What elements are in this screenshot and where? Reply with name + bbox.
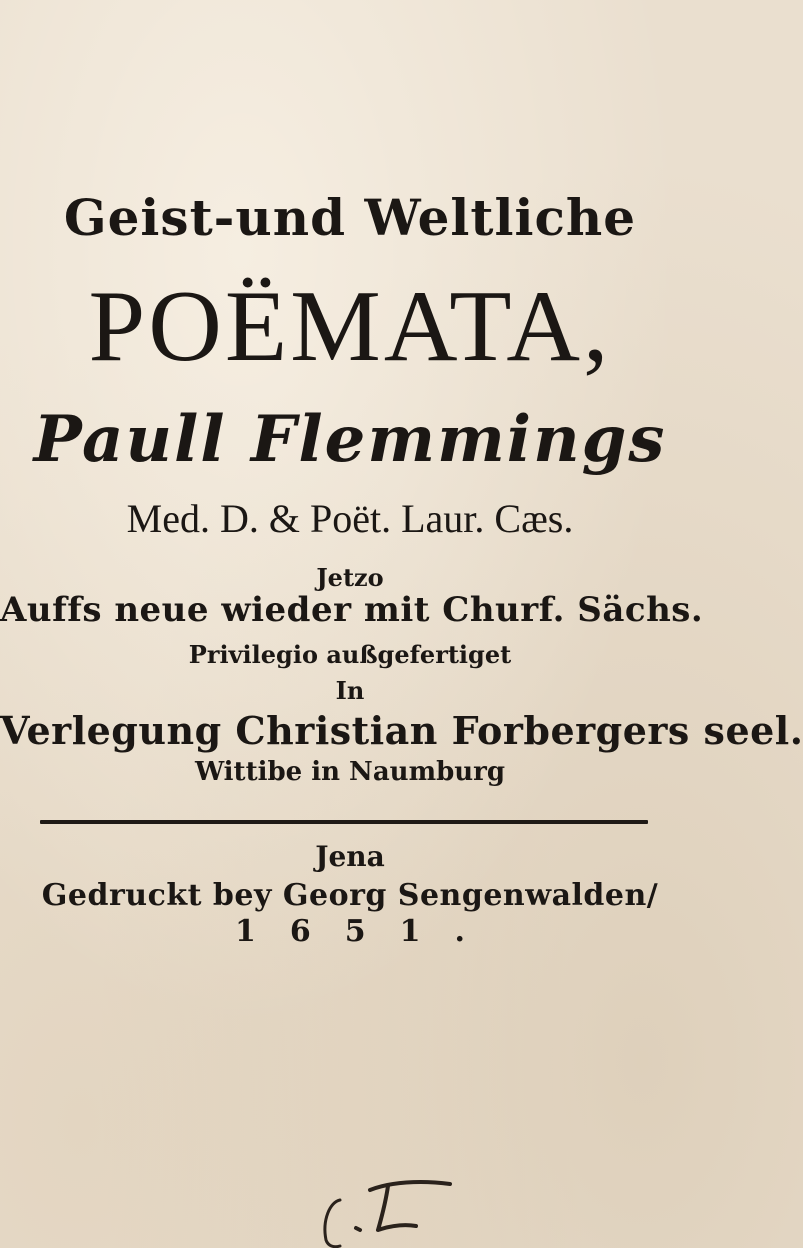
text-jetzo: Jetzo [316,563,384,592]
text-in: In [335,676,365,705]
author-titles: Med. D. & Poët. Laur. Cæs. [126,496,574,541]
imprint-printer: Gedruckt bey Georg Sengenwalden/ [41,878,659,913]
text-privilegio: Privilegio außgefertiget [188,640,512,669]
author-name: Paull Flemmings [33,402,667,477]
imprint-year: 1651. [235,914,499,949]
title-poemata: POËMATA, [88,270,612,383]
publisher-place: Wittibe in Naumburg [194,757,506,787]
title-line-geist-und-weltliche: Geist-und Weltliche [63,188,637,247]
horizontal-rule [40,820,648,824]
ink-mark-icon [300,1160,480,1248]
imprint-place: Jena [315,840,385,873]
publisher-line: Verlegung Christian Forbergers seel. [0,708,803,753]
text-privilege-line: Auffs neue wieder mit Churf. Sächs. [0,590,704,630]
